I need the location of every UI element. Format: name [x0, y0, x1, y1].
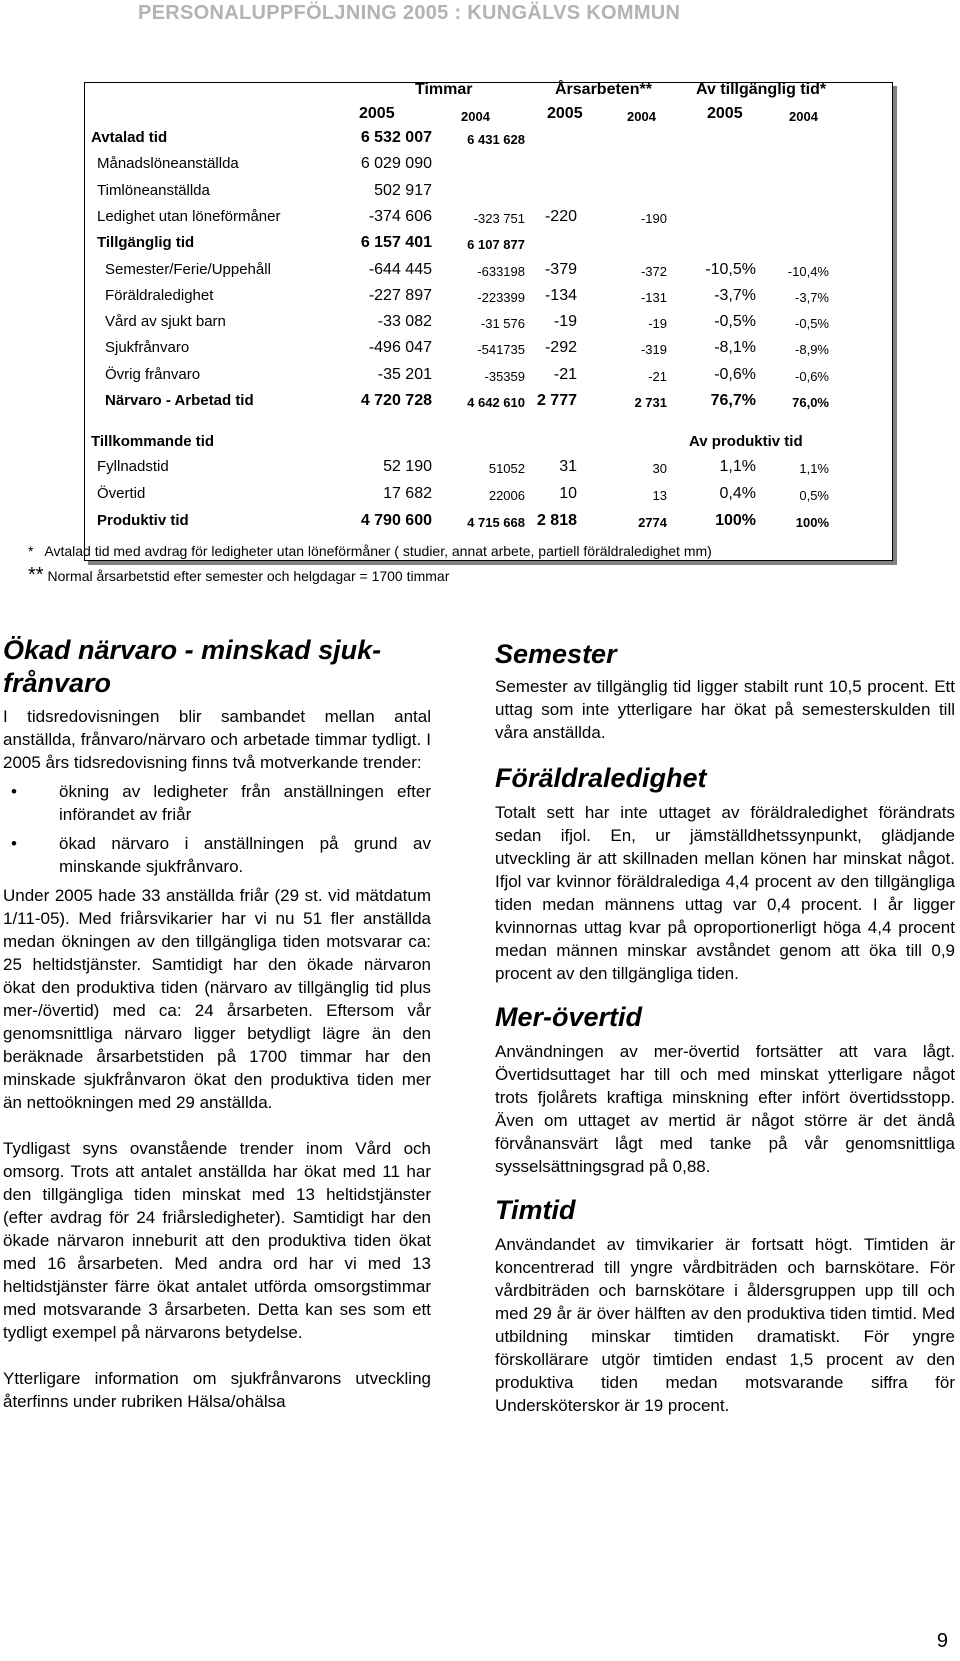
arsarbeten-header: Årsarbeten**: [555, 81, 652, 98]
table-cell: -3,7%: [714, 286, 756, 304]
document-header: PERSONALUPPFÖLJNING 2005 : KUNGÄLVS KOMMUN: [138, 2, 681, 24]
table-cell: 100%: [795, 515, 829, 530]
row-label: Tillgänglig tid: [97, 234, 195, 252]
timtid-heading: Timtid: [495, 1195, 576, 1225]
table-cell: 10: [559, 485, 577, 502]
table-cell: -35 201: [377, 365, 432, 383]
table-cell: 0,5%: [799, 488, 829, 503]
table-cell: 1,1%: [799, 461, 829, 476]
timtid-text: Användandet av timvikarier är fortsatt högt. Timtiden är koncentrerad till yngre vårdbiträden och barnskötare. För vårdbiträden och barnskötare i åldersgruppen upp till och med 29 år är över hälften av den produktiva tiden timtid. Med utbildning minskar timtiden dramatiskt. För yngre förskollärare utgör timtiden endast 1,5 procent av den produktiva tiden medan motsvarande siffra för Undersköterskor är 19 procent.: [495, 1235, 955, 1415]
table-cell: 17 682: [383, 485, 432, 502]
row-label: Vård av sjukt barn: [105, 313, 226, 331]
left-intro: I tidsredovisningen blir sambandet mellan antal anställda, frånvaro/närvaro och arbetade timmar tydligt. I 2005 års tidsredovisning finns två motverkande trender:: [3, 707, 431, 772]
table-cell: 4 642 610: [467, 395, 525, 410]
bullet-1: ökning av ledigheter från anställningen efter införandet av friår: [59, 782, 431, 824]
table-cell: 22006: [488, 488, 525, 503]
left-para-2: Under 2005 hade 33 anställda friår (29 st. vid mätdatum 1/11-05). Med friårsvikarier har vi nu 51 fler anställda medan ökningen av den tillgängliga tiden motsvarar ca: 25 heltidstjänster. Samtidigt har den ökade närvaron ökat den produktiva tiden (närvaro av tillgänglig tid plus mer-/övertid) med ca: 24 årsarbeten. Eftersom vår genomsnittliga närvaro ligger betydligt lägre än den beräknade årsarbetstiden på 1700 timmar har den minskade sjukfrånvaron ökat den produktiva tiden mer än nettoökningen med 29 anställda.: [3, 886, 431, 1112]
table-cell: 100%: [715, 512, 756, 529]
row-label: Fyllnadstid: [97, 458, 169, 475]
table-cell: -496 047: [368, 339, 432, 357]
table-cell: 1,1%: [719, 458, 756, 475]
table-cell: -35359: [484, 368, 525, 384]
table-cell: 52 190: [383, 458, 432, 475]
semester-text: Semester av tillgänglig tid ligger stabilt runt 10,5 procent. Ett uttag som inte ytterligare har ökat på semesterskulden till våra anställda.: [495, 677, 955, 742]
row-label: Övertid: [97, 485, 146, 502]
table-cell: -131: [640, 289, 667, 305]
table-cell: -10,5%: [705, 260, 756, 278]
right-column: [495, 638, 955, 1417]
table-cell: -319: [640, 342, 667, 358]
page-number: 9: [936, 1630, 948, 1652]
table-cell: -10,4%: [787, 263, 829, 279]
table-cell: -541735: [477, 342, 525, 358]
table-cell: 30: [652, 461, 667, 476]
table-cell: 4 790 600: [360, 512, 432, 529]
table-cell: -0,6%: [714, 365, 756, 383]
row-label: Övrig frånvaro: [105, 365, 201, 383]
table-cell: -3,7%: [795, 289, 829, 305]
table-cell: 4 720 728: [360, 392, 432, 409]
table-cell: -323 751: [473, 210, 525, 226]
row-label: Närvaro - Arbetad tid: [105, 392, 254, 409]
footnote-2: [28, 564, 449, 587]
table-cell: 76,7%: [710, 392, 756, 409]
table-cell: -19: [553, 313, 577, 331]
year-2004-arsarbeten: 2004: [627, 109, 656, 124]
av-produktiv-label: Av produktiv tid: [689, 433, 803, 450]
table-cell: -374 606: [368, 207, 432, 225]
table-cell: -0,5%: [714, 313, 756, 331]
tillkommande-label: Tillkommande tid: [91, 433, 215, 450]
bullet-glyph: •: [11, 834, 17, 853]
row-label: Månadslöneanställda: [97, 155, 239, 173]
table-cell: -31 576: [480, 316, 525, 332]
table-cell: 502 917: [374, 181, 432, 199]
table-cell: -134: [544, 286, 577, 304]
table-cell: 6 029 090: [360, 155, 432, 173]
table-cell: 6 431 628: [467, 132, 525, 147]
bullet-glyph: •: [11, 782, 17, 801]
left-heading: [3, 634, 431, 700]
table-cell: -292: [544, 339, 577, 357]
list-item: [3, 780, 431, 826]
table-cell: 2 818: [536, 512, 577, 529]
trend-list: [3, 780, 431, 878]
table-cell: -227 897: [368, 286, 432, 304]
footnote-1-mark: *: [28, 543, 34, 559]
row-label: Semester/Ferie/Uppehåll: [105, 260, 271, 278]
table-cell: -379: [544, 260, 577, 278]
table-cell: -21: [648, 368, 667, 384]
merovertid-heading: Mer-övertid: [495, 1002, 643, 1032]
left-para-4: Ytterligare information om sjukfrånvarons utveckling återfinns under rubriken Hälsa/ohälsa: [3, 1369, 431, 1411]
left-heading-line1: Ökad närvaro - minskad sjuk-: [3, 635, 382, 665]
foraldraledighet-text: Totalt sett har inte uttaget av föräldraledighet förändrats sedan ifjol. En, ur jämställdhetssynpunkt, glädjande utveckling är att skillnaden mellan könen har minskat något. Ifjol var kvinnor föräldralediga 4,4 procent av den tillgängliga tiden medan männens uttag var 0,4 procent. I år ligger kvinnornas uttag kvar på oproportionerligt höga 4,4 procent medan männen minskar avståndet genom att öka till 0,9 procent av den tillgängliga tiden.: [495, 803, 955, 983]
timmar-header: Timmar: [415, 81, 473, 98]
footnote-1-text: Avtalad tid med avdrag för ledigheter utan löneförmåner ( studier, annat arbete, partiell föräldraledighet mm): [44, 543, 712, 559]
table-cell: -19: [648, 316, 667, 332]
table-cell: -190: [640, 210, 667, 226]
table-cell: -0,5%: [795, 316, 829, 332]
table-cell: 6 157 401: [360, 234, 432, 252]
table-cell: 4 715 668: [467, 515, 525, 530]
left-column: [3, 634, 431, 1413]
row-label: Föräldraledighet: [105, 286, 214, 304]
row-label: Ledighet utan löneförmåner: [97, 207, 281, 225]
row-label: Produktiv tid: [97, 512, 189, 529]
year-2005-tillganglig: 2005: [707, 105, 743, 122]
table-cell: -223399: [477, 289, 525, 305]
table-cell: -0,6%: [795, 368, 829, 384]
table-cell: -33 082: [377, 313, 432, 331]
table-cell: -21: [553, 365, 577, 383]
table-cell: 6 107 877: [467, 237, 525, 253]
table-cell: 2 731: [634, 395, 667, 410]
table-cell: -633198: [477, 263, 525, 279]
tillganglig-header: Av tillgänglig tid*: [696, 81, 827, 98]
bullet-2: ökad närvaro i anställningen på grund av minskande sjukfrånvaro.: [59, 834, 431, 876]
left-heading-line2: frånvaro: [3, 668, 112, 698]
table-cell: 13: [652, 488, 667, 503]
semester-heading: Semester: [495, 639, 617, 669]
table-cell: 2774: [638, 515, 667, 530]
list-item: [3, 832, 431, 878]
footnote-2-mark: **: [28, 564, 44, 586]
merovertid-text: Användningen av mer-övertid fortsätter att vara lågt. Övertidsuttaget har till och med minskat ytterligare något trots fjolårets kraftiga minskning efter infört övertidsstopp. Även om uttaget av mertid är något större är det ändå förvånansvärt lågt med tanke på vår genomsnittliga sysselsättningsgrad på 0,88.: [495, 1042, 955, 1176]
table-cell: -372: [640, 263, 667, 279]
table-cell: 0,4%: [719, 485, 756, 502]
footnote-1: [28, 543, 712, 559]
table-cell: 76,0%: [792, 395, 829, 410]
table-cell: -8,9%: [795, 342, 829, 358]
table-cell: 6 532 007: [360, 129, 432, 146]
table-cell: 2 777: [536, 392, 577, 409]
foraldraledighet-heading: Föräldraledighet: [495, 763, 707, 793]
left-para-3: Tydligast syns ovanstående trender inom Vård och omsorg. Trots att antalet anställda har ökat med 11 har den tillgängliga tiden minskat med 13 heltidstjänster (efter avdrag för 24 friårsledigheter). Samtidigt har den ökade närvaron inneburit att den produktiva tiden ökat med 16 årsarbeten. Med andra ord har vi med 13 heltidstjänster färre ökat antalet utförda omsorgstimmar med motsvarande 3 årsarbeten. Detta kan ses som ett tydligt exempel på närvarons betydelse.: [3, 1139, 431, 1342]
row-label: Timlöneanställda: [97, 181, 210, 199]
row-label: Avtalad tid: [91, 129, 168, 146]
table-cell: -220: [544, 207, 577, 225]
year-2004-timmar: 2004: [461, 109, 490, 124]
year-2004-tillganglig: 2004: [789, 109, 818, 124]
personnel-table: [84, 82, 893, 561]
table-cell: -8,1%: [714, 339, 756, 357]
table-cell: 31: [559, 458, 577, 475]
footnote-2-text: Normal årsarbetstid efter semester och helgdagar = 1700 timmar: [47, 568, 450, 584]
table-cell: 51052: [488, 461, 525, 476]
table-cell: -644 445: [368, 260, 432, 278]
row-label: Sjukfrånvaro: [105, 339, 190, 357]
year-2005-arsarbeten: 2005: [547, 105, 583, 122]
year-2005-timmar: 2005: [359, 105, 395, 122]
